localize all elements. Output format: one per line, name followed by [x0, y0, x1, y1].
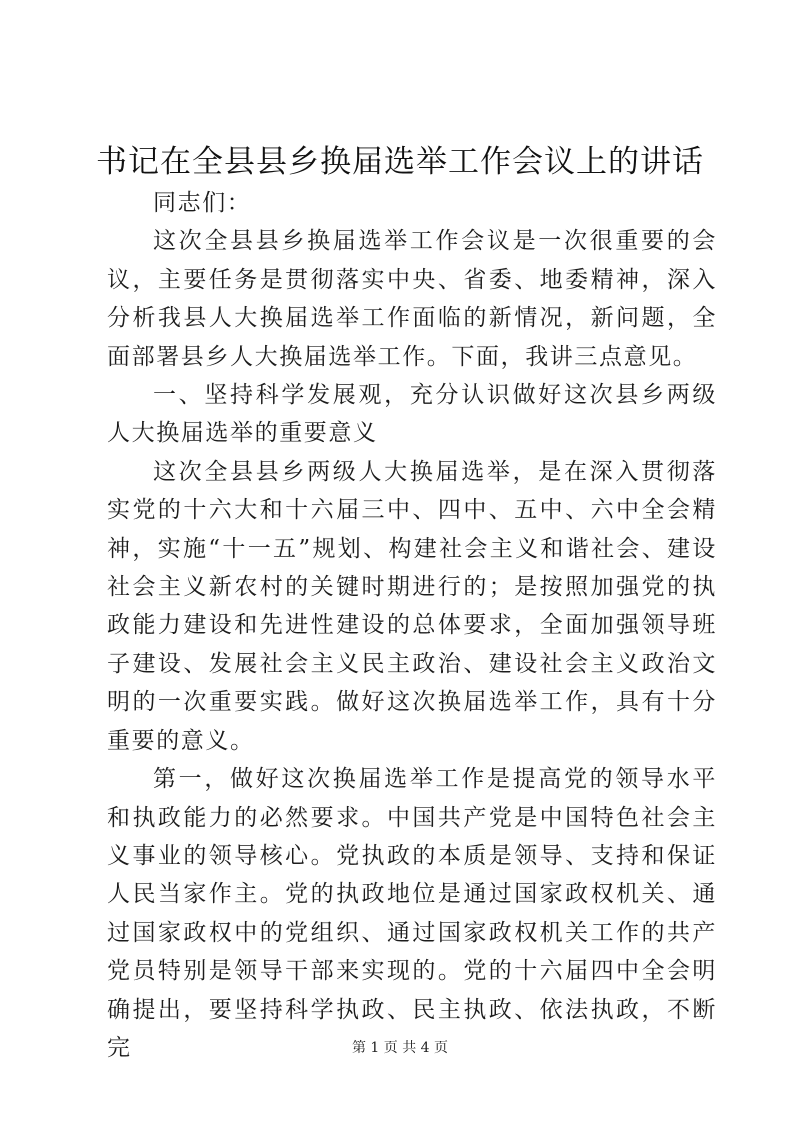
- salutation-paragraph: 同志们：: [153, 190, 252, 216]
- body-paragraph: 第一，做好这次换届选举工作是提高党的领导水平和执政能力的必然要求。中国共产党是中国特色社会主义事业的领导核心。党执政的本质是领导、支持和保证人民当家作主。党的执政地位是通过国家政权机关、通过国家政权中的党组织、通过国家政权机关工作的共产党员特别是领导干部来实现的。党的十六届四中全会明确提出，要坚持科学执政、民主执政、依法执政，不断完: [107, 766, 717, 1061]
- intro-paragraph: 这次全县县乡换届选举工作会议是一次很重要的会议，主要任务是贯彻落实中央、省委、地委精神，深入分析我县人大换届选举工作面临的新情况，新问题，全面部署县乡人大换届选举工作。下面，我讲三点意见。: [107, 228, 717, 370]
- section-heading-paragraph: 一、坚持科学发展观，充分认识做好这次县乡两级人大换届选举的重要意义: [107, 382, 717, 447]
- document-body: [107, 184, 717, 1067]
- body-paragraph: 这次全县县乡两级人大换届选举，是在深入贯彻落实党的十六大和十六届三中、四中、五中、六中全会精神，实施“十一五”规划、构建社会主义和谐社会、建设社会主义新农村的关键时期进行的；是按照加强党的执政能力建设和先进性建设的总体要求，全面加强领导班子建设、发展社会主义民主政治、建设社会主义政治文明的一次重要实践。做好这次换届选举工作，具有十分重要的意义。: [107, 458, 717, 754]
- page-footer: 第 1 页 共 4 页: [351, 1040, 449, 1056]
- document-title: 书记在全县县乡换届选举工作会议上的讲话: [96, 144, 704, 180]
